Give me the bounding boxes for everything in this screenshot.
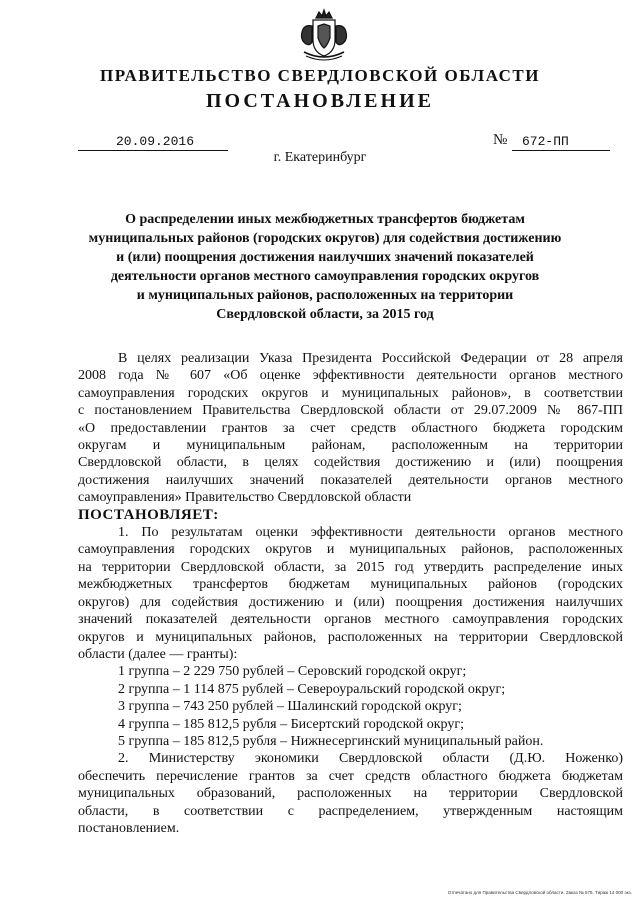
- document-type: ПОСТАНОВЛЕНИЕ: [206, 90, 434, 112]
- preamble-line: самоуправления городских округов и муниципальных районов», в соответствии: [78, 385, 623, 401]
- city: г. Екатеринбург: [273, 150, 367, 165]
- group-item: 5 группа – 185 812,5 рубля – Нижнесергинский муниципальный район.: [118, 733, 544, 749]
- group-item: 3 группа – 743 250 рублей – Шалинский городской округ;: [118, 699, 462, 715]
- preamble-line: «О предоставлении грантов за счет средств областного бюджета городским: [78, 420, 623, 436]
- point1-line: значений показателей деятельности органов местного самоуправления городских: [78, 612, 623, 628]
- group-item: 2 группа – 1 114 875 рублей – Североуральский городской округ;: [118, 681, 506, 697]
- preamble-line: округам и муниципальным районам, расположенным на территории: [78, 438, 623, 454]
- point2-line: постановлением.: [78, 820, 180, 836]
- point1-line: на территории Свердловской области, за 2015 год утвердить распределение иных: [78, 559, 623, 575]
- preamble-line: 2008 года № 607 «Об оценке эффективности деятельности органов местного: [78, 368, 623, 384]
- point1-line: межбюджетных трансфертов бюджетам муниципальных районов (городских: [78, 577, 623, 593]
- document-date: 20.09.2016: [78, 134, 228, 151]
- preamble-line: с постановлением Правительства Свердловской области от 29.07.2009 № 867-ПП: [78, 403, 623, 419]
- point1-line: самоуправления городских округов и муниципальных районов, расположенных: [78, 542, 623, 558]
- document-body: [78, 350, 623, 837]
- document-number: 672-ПП: [512, 134, 610, 151]
- title-line: О распределении иных межбюджетных трансфертов бюджетам: [125, 212, 525, 227]
- group-item: 1 группа – 2 229 750 рублей – Серовский городской округ;: [118, 664, 467, 680]
- title-line: Свердловской области, за 2015 год: [216, 307, 434, 322]
- preamble-line: В целях реализации Указа Президента Российской Федерации от 28 апреля: [118, 351, 623, 366]
- preamble-line: Свердловской области, в целях содействия достижению и (или) поощрения: [78, 455, 623, 471]
- coat-of-arms-emblem: [296, 8, 352, 62]
- point2-line: муниципальных образований, расположенных на территории Свердловской: [78, 786, 623, 802]
- point1-line: области (далее — гранты):: [78, 646, 238, 662]
- organization-name: ПРАВИТЕЛЬСТВО СВЕРДЛОВСКОЙ ОБЛАСТИ: [100, 66, 540, 85]
- resolves-heading: ПОСТАНОВЛЯЕТ:: [78, 506, 219, 523]
- print-footer: Отпечатано для Правительства Свердловской области. Заказ № 575. Тираж 14 000 экз.: [447, 890, 632, 895]
- title-line: деятельности органов местного самоуправления городских округов: [110, 269, 540, 284]
- point2-line: области, в соответствии с распределением, утвержденным настоящим: [78, 803, 623, 819]
- title-line: и (или) поощрения достижения наилучших значений показателей: [116, 250, 534, 265]
- title-line: муниципальных районов (городских округов) для содействия достижению: [88, 231, 562, 246]
- point1-line: округов) для содействия достижению и (или) поощрения достижения наилучших: [78, 594, 623, 610]
- preamble-line: достижения наилучших значений показателей деятельности органов местного: [78, 472, 623, 488]
- group-item: 4 группа – 185 812,5 рубля – Бисертский городской округ;: [118, 716, 464, 732]
- point2-line: 2. Министерству экономики Свердловской области (Д.Ю. Ноженко): [118, 751, 623, 767]
- point2-line: обеспечить перечисление грантов за счет средств областного бюджета бюджетам: [78, 768, 623, 784]
- document-title: [80, 210, 570, 324]
- preamble-line: самоуправления» Правительство Свердловской области: [78, 490, 412, 506]
- title-line: и муниципальных районов, расположенных на территории: [136, 288, 514, 303]
- point1-line: округов и муниципальных районов, расположенных на территории Свердловской: [78, 629, 623, 645]
- point1-line: 1. По результатам оценки эффективности деятельности органов местного: [118, 525, 623, 541]
- number-sign: №: [493, 132, 508, 148]
